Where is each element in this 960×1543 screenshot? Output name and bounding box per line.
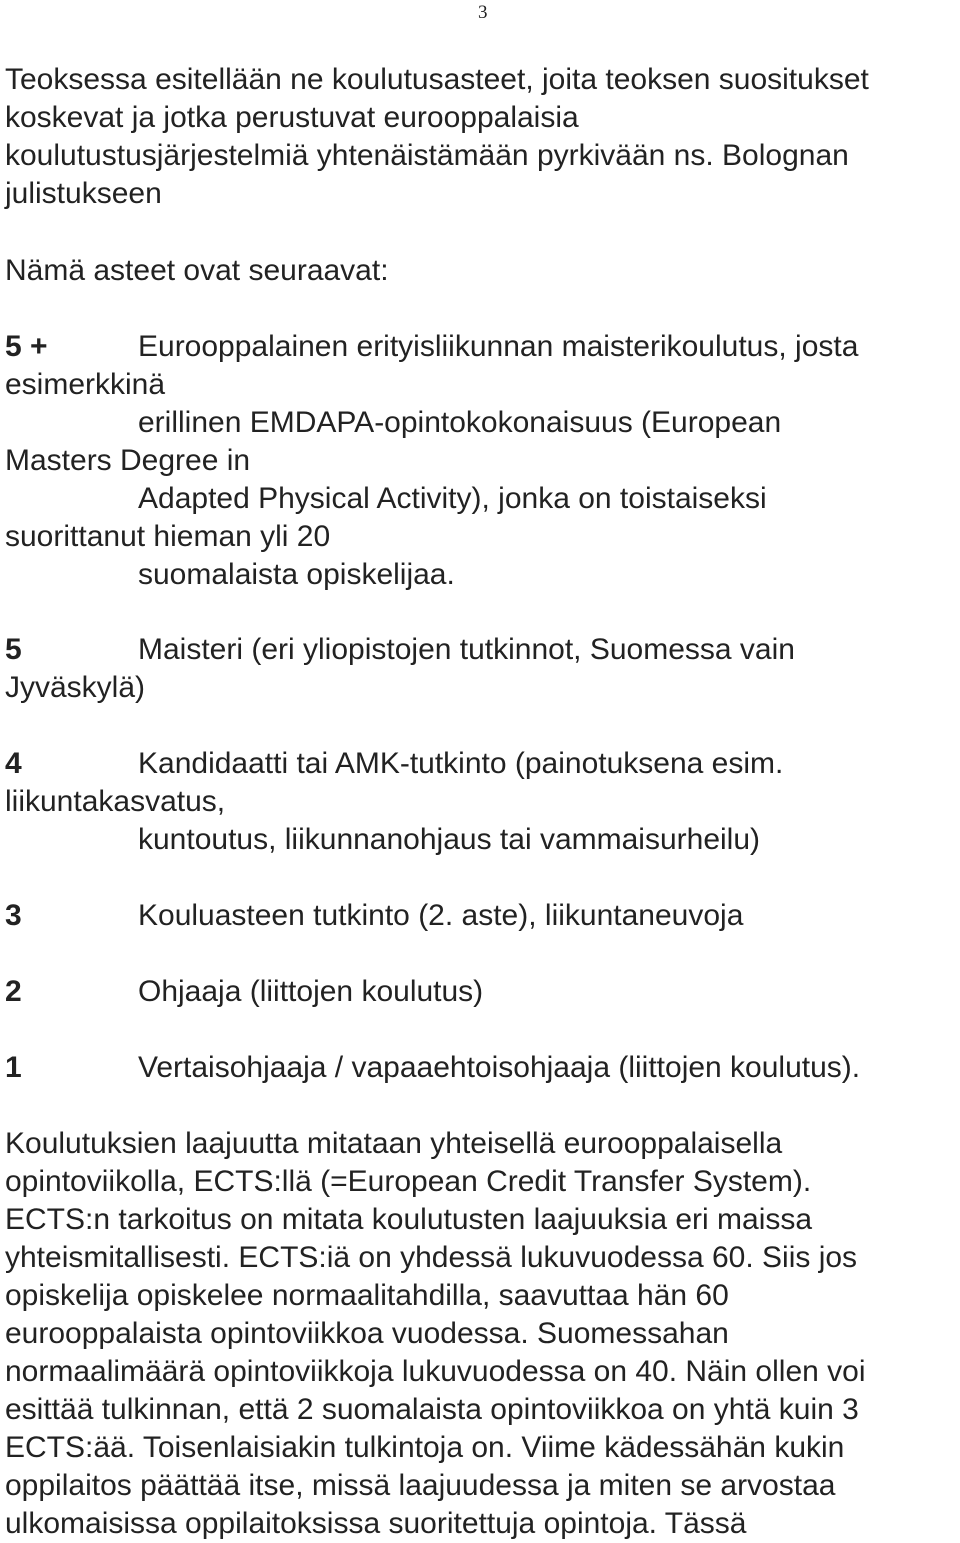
- level-entry-3: [5, 897, 957, 935]
- ects-line: Koulutuksien laajuutta mitataan yhteisellä eurooppalaisella: [5, 1127, 783, 1160]
- intro-line: koulutustusjärjestelmiä yhtenäistämään pyrkivään ns. Bolognan: [5, 139, 849, 172]
- level-continuation: suorittanut hieman yli 20: [5, 520, 331, 553]
- level-description: Vertaisohjaaja / vapaaehtoisohjaaja (liittojen koulutus).: [138, 1051, 861, 1084]
- ects-line: opintoviikolla, ECTS:llä (=European Credit Transfer System).: [5, 1165, 812, 1198]
- level-entry-1: [5, 1049, 957, 1087]
- level-number: 2: [5, 975, 22, 1008]
- ects-line: eurooppalaista opintoviikkoa vuodessa. Suomessahan: [5, 1317, 729, 1350]
- level-continuation: Adapted Physical Activity), jonka on toistaiseksi: [138, 482, 767, 515]
- level-first-line: [5, 631, 957, 669]
- intro-line: Teoksessa esitellään ne koulutusasteet, joita teoksen suositukset: [5, 63, 869, 96]
- page-number: 3: [478, 2, 488, 23]
- level-entry-5plus: [5, 328, 957, 594]
- level-first-line: [5, 897, 957, 935]
- level-description: Eurooppalainen erityisliikunnan maisterikoulutus, josta: [138, 330, 859, 363]
- level-continuation: kuntoutus, liikunnanohjaus tai vammaisurheilu): [138, 823, 761, 856]
- level-description: Ohjaaja (liittojen koulutus): [138, 975, 484, 1008]
- level-number: 5: [5, 633, 22, 666]
- level-continuation: liikuntakasvatus,: [5, 785, 226, 818]
- level-number: 3: [5, 899, 22, 932]
- ects-line: esittää tulkinnan, että 2 suomalaista opintoviikkoa on yhtä kuin 3: [5, 1393, 859, 1426]
- ects-line: yhteismitallisesti. ECTS:iä on yhdessä lukuvuodessa 60. Siis jos: [5, 1241, 858, 1274]
- ects-paragraph: [5, 1125, 957, 1543]
- level-entry-4: [5, 745, 957, 859]
- ects-line: normaalimäärä opintoviikkoja lukuvuodessa on 40. Näin ollen voi: [5, 1355, 866, 1388]
- level-continuation: Jyväskylä): [5, 671, 146, 704]
- levels-intro-text: Nämä asteet ovat seuraavat:: [5, 254, 389, 287]
- level-number: 5 +: [5, 330, 48, 363]
- level-entry-5: [5, 631, 957, 707]
- level-first-line: [5, 328, 957, 366]
- level-continuation: Masters Degree in: [5, 444, 251, 477]
- intro-line: koskevat ja jotka perustuvat eurooppalaisia: [5, 101, 579, 134]
- ects-line: oppilaitos päättää itse, missä laajuudessa ja miten se arvostaa: [5, 1469, 836, 1502]
- level-first-line: [5, 1049, 957, 1087]
- ects-line: opiskelija opiskelee normaalitahdilla, saavuttaa hän 60: [5, 1279, 729, 1312]
- level-description: Maisteri (eri yliopistojen tutkinnot, Suomessa vain: [138, 633, 795, 666]
- intro-line: julistukseen: [5, 177, 162, 210]
- ects-line: ECTS:ää. Toisenlaisiakin tulkintoja on. Viime kädessähän kukin: [5, 1431, 845, 1464]
- levels-intro: [5, 252, 957, 290]
- intro-paragraph: [5, 61, 957, 213]
- ects-line: ulkomaisissa oppilaitoksissa suoritettuja opintoja. Tässä: [5, 1507, 747, 1540]
- level-description: Kandidaatti tai AMK-tutkinto (painotuksena esim.: [138, 747, 784, 780]
- level-continuation: suomalaista opiskelijaa.: [138, 558, 455, 591]
- level-number: 4: [5, 747, 22, 780]
- level-continuation: erillinen EMDAPA-opintokokonaisuus (European: [138, 406, 782, 439]
- level-description: Kouluasteen tutkinto (2. aste), liikuntaneuvoja: [138, 899, 744, 932]
- level-number: 1: [5, 1051, 22, 1084]
- level-first-line: [5, 973, 957, 1011]
- ects-line: ECTS:n tarkoitus on mitata koulutusten laajuuksia eri maissa: [5, 1203, 813, 1236]
- level-entry-2: [5, 973, 957, 1011]
- level-continuation: esimerkkinä: [5, 368, 166, 401]
- level-first-line: [5, 745, 957, 783]
